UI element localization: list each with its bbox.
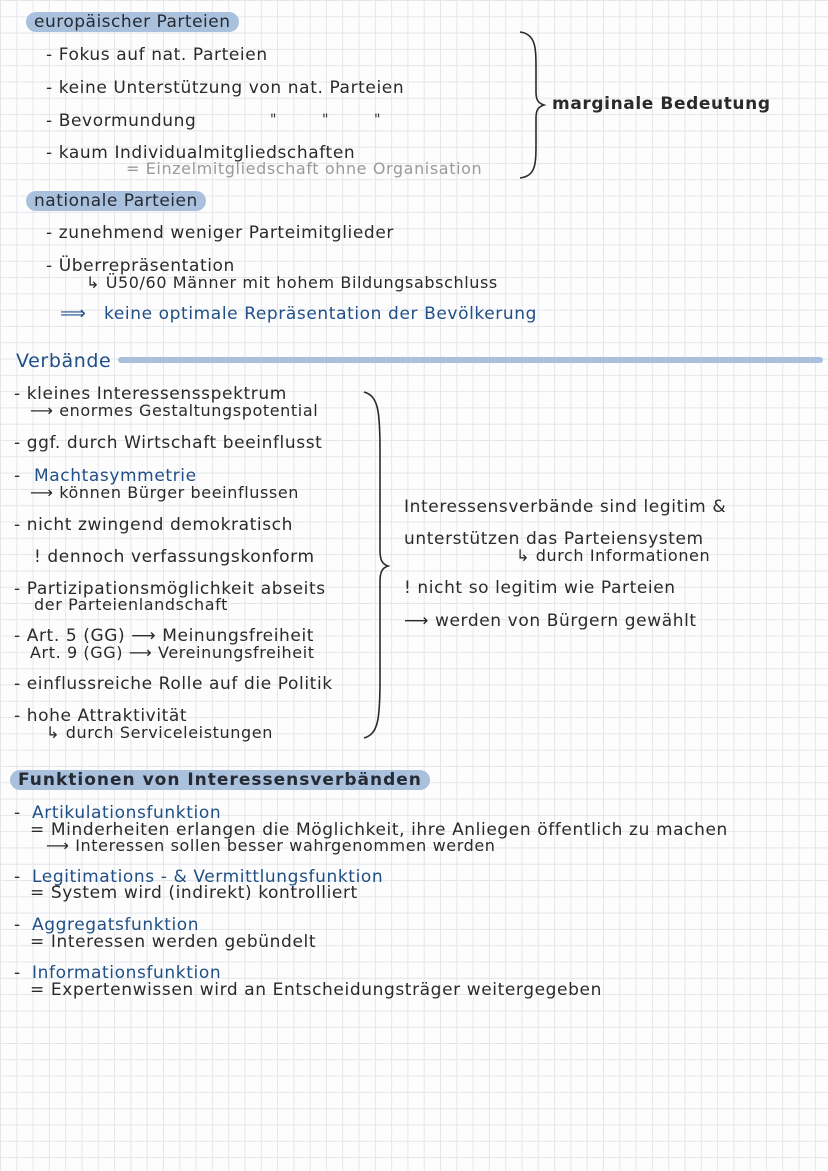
verb-r4: ! nicht so legitim wie Parteien: [404, 578, 676, 598]
verb-l8: - hohe Attraktivität: [14, 706, 188, 726]
func-1-dash: -: [14, 803, 21, 823]
verb-r1: Interessensverbände sind legitim &: [404, 497, 727, 517]
verb-r2: unterstützen das Parteiensystem: [404, 529, 704, 549]
verb-l8b: ↳ durch Serviceleistungen: [46, 723, 273, 742]
verb-l1b: ⟶ enormes Gestaltungspotential: [30, 401, 319, 420]
ditto-mark-3: ": [374, 112, 381, 128]
verb-l3-dash: -: [14, 466, 21, 486]
nat-conclusion: keine optimale Repräsentation der Bevölkerung: [104, 304, 538, 324]
func-4-line-1: = Expertenwissen wird an Entscheidungsträger weitergegeben: [30, 980, 602, 1000]
verb-l7: - einflussreiche Rolle auf die Politik: [14, 674, 333, 694]
nat-item-1: - zunehmend weniger Parteimitglieder: [46, 223, 394, 243]
verb-l1: - kleines Interessensspektrum: [14, 384, 287, 404]
func-2-dash: -: [14, 867, 21, 887]
nat-item-2: - Überrepräsentation: [46, 256, 235, 276]
eu-item-1: - Fokus auf nat. Parteien: [46, 45, 268, 65]
func-3-name: Aggregatsfunktion: [32, 915, 200, 935]
brace-european: [514, 30, 544, 180]
verb-l4: - nicht zwingend demokratisch: [14, 515, 293, 535]
brace-label-marginal: marginale Bedeutung: [552, 94, 771, 114]
verb-l3: Machtasymmetrie: [34, 466, 197, 486]
func-2-name: Legitimations - & Vermittlungsfunktion: [32, 867, 384, 887]
func-3-line-1: = Interessen werden gebündelt: [30, 932, 317, 952]
func-3-dash: -: [14, 915, 21, 935]
verb-l5: - Partizipationsmöglichkeit abseits: [14, 579, 326, 599]
verb-l3b: ⟶ können Bürger beeinflussen: [30, 483, 300, 502]
section-heading-functions: Funktionen von Interessensverbänden: [10, 770, 430, 790]
func-2-line-1: = System wird (indirekt) kontrolliert: [30, 883, 358, 903]
nat-sub: ↳ Ü50/60 Männer mit hohem Bildungsabschluss: [86, 273, 498, 292]
section-divider: [118, 357, 823, 363]
eu-item-4: - kaum Individualmitgliedschaften: [46, 143, 356, 163]
verb-l4b: ! dennoch verfassungskonform: [34, 547, 315, 567]
func-1-line-1: = Minderheiten erlangen die Möglichkeit, ihre Anliegen öffentlich zu machen: [30, 820, 728, 840]
section-heading-european-parties: europäischer Parteien: [26, 12, 239, 32]
verb-l2: - ggf. durch Wirtschaft beeinflusst: [14, 433, 323, 453]
section-heading-verbaende: Verbände: [16, 350, 112, 372]
eu-note: = Einzelmitgliedschaft ohne Organisation: [126, 159, 483, 178]
func-4-name: Informationsfunktion: [32, 963, 222, 983]
section-heading-national-parties: nationale Parteien: [26, 191, 206, 211]
eu-item-3: - Bevormundung: [46, 111, 197, 131]
verb-l5b: der Parteienlandschaft: [34, 595, 228, 614]
ditto-mark-2: ": [322, 112, 329, 128]
verb-r3: ↳ durch Informationen: [516, 546, 711, 565]
brace-verbaende: [360, 390, 390, 740]
verb-l6a: - Art. 5 (GG) ⟶ Meinungsfreiheit: [14, 626, 315, 646]
eu-item-2: - keine Unterstützung von nat. Parteien: [46, 78, 405, 98]
conclusion-arrow: ⟹: [60, 303, 87, 324]
func-1-line-2: ⟶ Interessen sollen besser wahrgenommen werden: [46, 836, 496, 855]
verb-r5: ⟶ werden von Bürgern gewählt: [404, 611, 697, 631]
ditto-mark-1: ": [270, 112, 277, 128]
verb-l6b: Art. 9 (GG) ⟶ Vereinungsfreiheit: [30, 643, 315, 662]
func-4-dash: -: [14, 963, 21, 983]
func-1-name: Artikulationsfunktion: [32, 803, 222, 823]
